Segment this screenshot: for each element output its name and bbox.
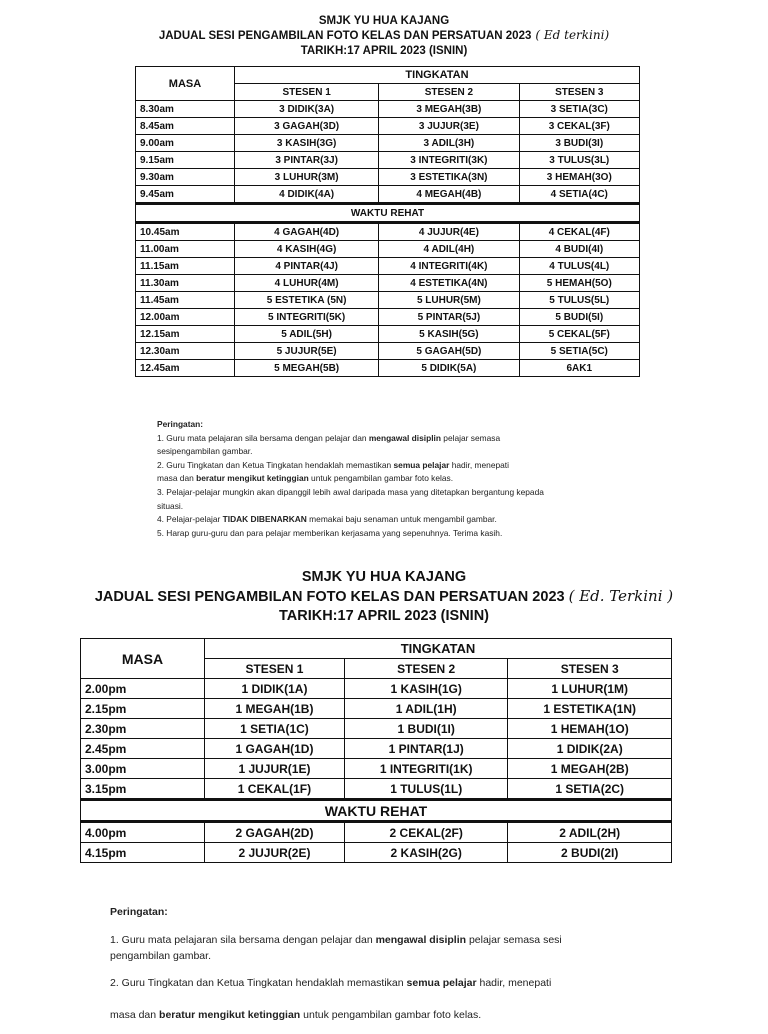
time-cell: 11.45am: [136, 292, 235, 309]
time-cell: 2.15pm: [81, 699, 205, 719]
class-cell: 1 GAGAH(1D): [205, 739, 345, 759]
table-row: [136, 101, 640, 118]
time-cell: 12.00am: [136, 309, 235, 326]
time-cell: 9.45am: [136, 186, 235, 204]
time-cell: 11.00am: [136, 241, 235, 258]
note-3: [157, 486, 627, 513]
class-cell: 5 JUJUR(5E): [235, 343, 379, 360]
time-cell: 9.30am: [136, 169, 235, 186]
title-text: JADUAL SESI PENGAMBILAN FOTO KELAS DAN PERSATUAN 2023: [94, 588, 565, 605]
break-row: [136, 204, 640, 223]
class-cell: 5 LUHUR(5M): [379, 292, 519, 309]
note-text: hadir, menepati: [476, 977, 552, 989]
note-emphasis: beratur mengikut ketinggian: [159, 1009, 301, 1021]
table-row: [136, 135, 640, 152]
class-cell: 1 CEKAL(1F): [205, 779, 345, 800]
class-cell: 5 PINTAR(5J): [379, 309, 519, 326]
document-title: [0, 587, 768, 607]
table-row: [136, 360, 640, 377]
break-row: [81, 800, 672, 822]
class-cell: 1 DIDIK(1A): [205, 679, 345, 699]
note-text: 2. Guru Tingkatan dan Ketua Tingkatan hendaklah memastikan: [157, 459, 394, 470]
notes-section: [110, 904, 670, 1034]
school-name: SMJK YU HUA KAJANG: [301, 569, 467, 585]
table-row: [136, 343, 640, 360]
class-cell: 6AK1: [519, 360, 639, 377]
note-4: [157, 513, 627, 527]
note-text: pelajar semasa: [440, 432, 501, 443]
class-cell: 1 MEGAH(2B): [508, 759, 672, 779]
class-cell: 2 JUJUR(2E): [205, 843, 345, 863]
note-text: pengambilan gambar.: [110, 950, 211, 962]
table-row: [81, 679, 672, 699]
class-cell: 3 PINTAR(3J): [235, 152, 379, 169]
note-text: untuk pengambilan gambar foto kelas.: [308, 473, 454, 484]
class-cell: 1 DIDIK(2A): [508, 739, 672, 759]
time-cell: 9.15am: [136, 152, 235, 169]
note-text: masa dan: [157, 473, 197, 484]
class-cell: 5 HEMAH(5O): [519, 275, 639, 292]
table-row: [81, 843, 672, 863]
class-cell: 4 ESTETIKA(4N): [379, 275, 519, 292]
school-name: SMJK YU HUA KAJANG: [318, 15, 450, 27]
class-cell: 5 TULUS(5L): [519, 292, 639, 309]
note-emphasis: mengawal disiplin: [368, 432, 441, 443]
class-cell: 3 LUHUR(3M): [235, 169, 379, 186]
class-cell: 4 GAGAH(4D): [235, 223, 379, 241]
time-cell: 3.00pm: [81, 759, 205, 779]
table-row: [136, 118, 640, 135]
table-row: [81, 822, 672, 843]
class-cell: 3 ADIL(3H): [379, 135, 519, 152]
time-cell: 12.45am: [136, 360, 235, 377]
class-cell: 4 ADIL(4H): [379, 241, 519, 258]
note-text: hadir, menepati: [449, 459, 509, 470]
class-cell: 4 SETIA(4C): [519, 186, 639, 204]
table-row: [136, 309, 640, 326]
class-cell: 5 MEGAH(5B): [235, 360, 379, 377]
header-masa: MASA: [136, 67, 235, 101]
note-text: masa dan: [110, 1009, 160, 1021]
table-row: [136, 292, 640, 309]
class-cell: 3 JUJUR(3E): [379, 118, 519, 135]
table-row: [136, 169, 640, 186]
class-cell: 4 KASIH(4G): [235, 241, 379, 258]
class-cell: 4 INTEGRITI(4K): [379, 258, 519, 275]
class-cell: 3 TULUS(3L): [519, 152, 639, 169]
time-cell: 12.30am: [136, 343, 235, 360]
class-cell: 4 LUHUR(4M): [235, 275, 379, 292]
class-cell: 3 DIDIK(3A): [235, 101, 379, 118]
class-cell: 3 INTEGRITI(3K): [379, 152, 519, 169]
class-cell: 5 ESTETIKA (5N): [235, 292, 379, 309]
note-text: 4. Pelajar-pelajar: [157, 514, 223, 525]
class-cell: 5 GAGAH(5D): [379, 343, 519, 360]
note-text: 2. Guru Tingkatan dan Ketua Tingkatan hendaklah memastikan: [110, 977, 407, 989]
class-cell: 1 MEGAH(1B): [205, 699, 345, 719]
table-row: [136, 258, 640, 275]
header-stesen-2: STESEN 2: [344, 659, 508, 679]
class-cell: 2 BUDI(2I): [508, 843, 672, 863]
note-text: situasi.: [157, 500, 184, 511]
table-row: [136, 186, 640, 204]
note-emphasis: TIDAK DIBENARKAN: [222, 514, 307, 525]
table-row: [81, 779, 672, 800]
time-cell: 9.00am: [136, 135, 235, 152]
class-cell: 2 KASIH(2G): [344, 843, 508, 863]
time-cell: 12.15am: [136, 326, 235, 343]
table-row: [81, 719, 672, 739]
schedule-morning: [0, 14, 768, 538]
document-title: [0, 28, 768, 43]
time-cell: 11.15am: [136, 258, 235, 275]
note-text: pelajar semasa sesi: [466, 934, 562, 946]
header-stesen-1: STESEN 1: [205, 659, 345, 679]
table-row: [136, 275, 640, 292]
document-header: [0, 14, 768, 58]
table-row: [81, 759, 672, 779]
class-cell: 1 INTEGRITI(1K): [344, 759, 508, 779]
class-cell: 1 ESTETIKA(1N): [508, 699, 672, 719]
time-cell: 4.15pm: [81, 843, 205, 863]
time-cell: 2.00pm: [81, 679, 205, 699]
class-cell: 2 GAGAH(2D): [205, 822, 345, 843]
table-row: [136, 326, 640, 343]
header-tingkatan: TINGKATAN: [205, 639, 672, 659]
class-cell: 3 SETIA(3C): [519, 101, 639, 118]
class-cell: 1 SETIA(2C): [508, 779, 672, 800]
header-tingkatan: TINGKATAN: [235, 67, 640, 84]
class-cell: 1 HEMAH(1O): [508, 719, 672, 739]
class-cell: 1 PINTAR(1J): [344, 739, 508, 759]
note-emphasis: mengawal disiplin: [375, 934, 467, 946]
handwritten-note: ( Ed terkini): [535, 28, 610, 43]
class-cell: 1 JUJUR(1E): [205, 759, 345, 779]
note-text: 1. Guru mata pelajaran sila bersama dengan pelajar dan: [157, 432, 369, 443]
time-cell: 4.00pm: [81, 822, 205, 843]
class-cell: 3 KASIH(3G): [235, 135, 379, 152]
class-cell: 5 DIDIK(5A): [379, 360, 519, 377]
time-cell: 10.45am: [136, 223, 235, 241]
class-cell: 5 INTEGRITI(5K): [235, 309, 379, 326]
class-cell: 1 TULUS(1L): [344, 779, 508, 800]
note-emphasis: beratur mengikut ketinggian: [196, 473, 309, 484]
time-cell: 8.30am: [136, 101, 235, 118]
note-text: untuk pengambilan gambar foto kelas.: [300, 1009, 482, 1021]
class-cell: 1 LUHUR(1M): [508, 679, 672, 699]
time-cell: 11.30am: [136, 275, 235, 292]
document-date: TARIKH:17 APRIL 2023 (ISNIN): [278, 607, 490, 624]
class-cell: 5 SETIA(5C): [519, 343, 639, 360]
class-cell: 3 CEKAL(3F): [519, 118, 639, 135]
table-row: [81, 699, 672, 719]
note-1: [157, 432, 627, 459]
table-row: [136, 223, 640, 241]
document-date: TARIKH:17 APRIL 2023 (ISNIN): [300, 44, 468, 57]
table-row: [136, 152, 640, 169]
note-text: 1. Guru mata pelajaran sila bersama dengan pelajar dan: [110, 934, 376, 946]
class-cell: 4 TULUS(4L): [519, 258, 639, 275]
class-cell: 3 ESTETIKA(3N): [379, 169, 519, 186]
schedule-table: [135, 66, 640, 377]
time-cell: 2.30pm: [81, 719, 205, 739]
header-stesen-1: STESEN 1: [235, 84, 379, 101]
note-2: [157, 459, 627, 486]
class-cell: 4 JUJUR(4E): [379, 223, 519, 241]
document-header: [0, 568, 768, 626]
class-cell: 3 HEMAH(3O): [519, 169, 639, 186]
schedule-table: [80, 638, 672, 863]
table-row: [136, 241, 640, 258]
class-cell: 1 ADIL(1H): [344, 699, 508, 719]
class-cell: 5 CEKAL(5F): [519, 326, 639, 343]
note-emphasis: semua pelajar: [406, 977, 477, 989]
header-stesen-2: STESEN 2: [379, 84, 519, 101]
class-cell: 5 BUDI(5I): [519, 309, 639, 326]
note-emphasis: semua pelajar: [393, 459, 450, 470]
note-5: 5. Harap guru-guru dan para pelajar memberikan kerjasama yang sepenuhnya. Terima kasih.: [157, 527, 503, 538]
class-cell: 5 ADIL(5H): [235, 326, 379, 343]
class-cell: 2 CEKAL(2F): [344, 822, 508, 843]
header-stesen-3: STESEN 3: [508, 659, 672, 679]
note-text: 3. Pelajar-pelajar mungkin akan dipanggil lebih awal daripada masa yang ditetapkan bergantung kepada: [157, 486, 544, 497]
class-cell: 4 PINTAR(4J): [235, 258, 379, 275]
note-2: [110, 975, 670, 1023]
title-text: JADUAL SESI PENGAMBILAN FOTO KELAS DAN PERSATUAN 2023: [158, 30, 532, 43]
class-cell: 3 BUDI(3I): [519, 135, 639, 152]
class-cell: 2 ADIL(2H): [508, 822, 672, 843]
class-cell: 4 BUDI(4I): [519, 241, 639, 258]
time-cell: 3.15pm: [81, 779, 205, 800]
class-cell: 4 MEGAH(4B): [379, 186, 519, 204]
class-cell: 4 CEKAL(4F): [519, 223, 639, 241]
time-cell: 8.45am: [136, 118, 235, 135]
class-cell: 1 BUDI(1I): [344, 719, 508, 739]
notes-title: Peringatan:: [110, 906, 168, 918]
time-cell: 2.45pm: [81, 739, 205, 759]
class-cell: 3 MEGAH(3B): [379, 101, 519, 118]
note-1: [110, 932, 670, 964]
notes-title: Peringatan:: [157, 419, 204, 429]
class-cell: 4 DIDIK(4A): [235, 186, 379, 204]
schedule-afternoon: [0, 568, 768, 1021]
note-text: sesipengambilan gambar.: [157, 446, 253, 457]
header-masa: MASA: [81, 639, 205, 679]
class-cell: 3 GAGAH(3D): [235, 118, 379, 135]
class-cell: 5 KASIH(5G): [379, 326, 519, 343]
note-text: memakai baju senaman untuk mengambil gambar.: [306, 514, 497, 525]
notes-section: [157, 418, 627, 540]
handwritten-note: ( Ed. Terkini ): [568, 586, 674, 605]
table-row: [81, 739, 672, 759]
break-label: WAKTU REHAT: [81, 800, 672, 822]
class-cell: 1 SETIA(1C): [205, 719, 345, 739]
header-stesen-3: STESEN 3: [519, 84, 639, 101]
break-label: WAKTU REHAT: [136, 204, 640, 223]
class-cell: 1 KASIH(1G): [344, 679, 508, 699]
